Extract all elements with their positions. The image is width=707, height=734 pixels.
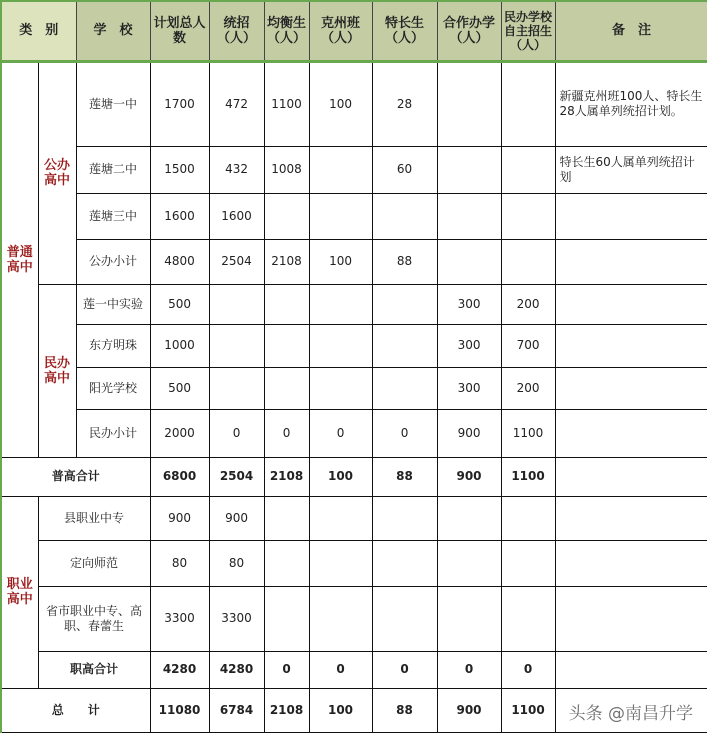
school-name: 阳光学校 [76, 367, 150, 409]
cell-tc: 0 [372, 651, 437, 688]
table-row [1, 61, 707, 146]
cell-mb: 200 [501, 367, 555, 409]
cell-plan: 6800 [150, 457, 209, 496]
total-tz: 6784 [209, 688, 264, 732]
cell-tc: 88 [372, 239, 437, 284]
header-specialty: 特长生（人） [372, 1, 437, 61]
cell-kz [309, 284, 372, 324]
table-row [1, 457, 707, 496]
cell-tc [372, 496, 437, 540]
cell-kz [309, 586, 372, 651]
cell-hz: 300 [437, 367, 501, 409]
cell-mb: 200 [501, 284, 555, 324]
cell-hz [437, 540, 501, 586]
note-cell [555, 496, 707, 540]
cell-tz: 2504 [209, 239, 264, 284]
cell-tz [209, 324, 264, 367]
cell-kz: 100 [309, 239, 372, 284]
cell-kz [309, 496, 372, 540]
school-name: 民办小计 [76, 409, 150, 457]
table-row [1, 284, 707, 324]
total-tc: 88 [372, 688, 437, 732]
cell-tz: 432 [209, 146, 264, 193]
cell-tz [209, 367, 264, 409]
cell-hz [437, 586, 501, 651]
table-row [1, 324, 707, 367]
cell-tc [372, 540, 437, 586]
cell-jh [264, 586, 309, 651]
cell-tc: 88 [372, 457, 437, 496]
table-row [1, 586, 707, 651]
cell-jh: 1100 [264, 61, 309, 146]
cell-mb: 0 [501, 651, 555, 688]
note-cell: 新疆克州班100人、特长生28人属单列统招计划。 [555, 61, 707, 146]
cell-jh [264, 193, 309, 239]
cell-jh: 2108 [264, 457, 309, 496]
group-vocational: 职业高中 [1, 496, 38, 688]
cell-plan: 80 [150, 540, 209, 586]
note-cell [555, 239, 707, 284]
note-cell [555, 540, 707, 586]
cell-hz: 300 [437, 284, 501, 324]
cell-tc [372, 586, 437, 651]
cell-plan: 1700 [150, 61, 209, 146]
total-mb: 1100 [501, 688, 555, 732]
school-name: 莲塘三中 [76, 193, 150, 239]
header-plan-total: 计划总人数 [150, 1, 209, 61]
table-row [1, 540, 707, 586]
header-private-self: 民办学校自主招生（人） [501, 1, 555, 61]
total-plan: 11080 [150, 688, 209, 732]
cell-tz: 1600 [209, 193, 264, 239]
table-row [1, 409, 707, 457]
header-category: 类 别 [1, 1, 76, 61]
cell-mb [501, 239, 555, 284]
cell-plan: 500 [150, 284, 209, 324]
cell-mb [501, 61, 555, 146]
cell-plan: 900 [150, 496, 209, 540]
cell-mb: 1100 [501, 457, 555, 496]
cell-tc: 28 [372, 61, 437, 146]
header-cooperative: 合作办学（人） [437, 1, 501, 61]
school-name: 公办小计 [76, 239, 150, 284]
cell-plan: 1500 [150, 146, 209, 193]
cell-jh [264, 367, 309, 409]
cell-hz [437, 146, 501, 193]
school-name: 普高合计 [1, 457, 150, 496]
school-name: 东方明珠 [76, 324, 150, 367]
cell-kz: 100 [309, 457, 372, 496]
table-row [1, 496, 707, 540]
cell-jh: 2108 [264, 239, 309, 284]
cell-plan: 3300 [150, 586, 209, 651]
header-balanced: 均衡生（人） [264, 1, 309, 61]
note-cell [555, 586, 707, 651]
note-cell [555, 457, 707, 496]
cell-kz: 0 [309, 651, 372, 688]
cell-hz: 900 [437, 457, 501, 496]
school-name: 莲塘一中 [76, 61, 150, 146]
cell-hz [437, 239, 501, 284]
school-name: 定向师范 [38, 540, 150, 586]
total-label: 总 计 [1, 688, 150, 732]
cell-jh: 1008 [264, 146, 309, 193]
total-jh: 2108 [264, 688, 309, 732]
cell-jh [264, 324, 309, 367]
cell-mb [501, 586, 555, 651]
cell-tz: 80 [209, 540, 264, 586]
cell-plan: 500 [150, 367, 209, 409]
cell-hz [437, 61, 501, 146]
note-cell [555, 409, 707, 457]
cell-tc [372, 284, 437, 324]
cell-hz [437, 193, 501, 239]
cell-kz [309, 367, 372, 409]
cell-mb [501, 146, 555, 193]
cell-tc [372, 193, 437, 239]
header-unified: 统招（人） [209, 1, 264, 61]
school-name: 职高合计 [38, 651, 150, 688]
cell-kz: 0 [309, 409, 372, 457]
table-row [1, 651, 707, 688]
cell-plan: 2000 [150, 409, 209, 457]
cell-tz: 900 [209, 496, 264, 540]
cell-plan: 1000 [150, 324, 209, 367]
note-cell [555, 284, 707, 324]
cell-jh [264, 540, 309, 586]
group-private: 民办高中 [38, 284, 76, 457]
cell-mb [501, 540, 555, 586]
cell-hz: 300 [437, 324, 501, 367]
note-cell [555, 324, 707, 367]
cell-mb [501, 193, 555, 239]
cell-jh [264, 284, 309, 324]
cell-tz: 2504 [209, 457, 264, 496]
cell-tc [372, 367, 437, 409]
cell-tz: 4280 [209, 651, 264, 688]
total-hz: 900 [437, 688, 501, 732]
header-notes: 备 注 [555, 1, 707, 61]
school-name: 莲一中实验 [76, 284, 150, 324]
group-public: 公办高中 [38, 61, 76, 284]
school-name: 省市职业中专、高职、春蕾生 [38, 586, 150, 651]
cell-tc [372, 324, 437, 367]
group-general: 普通高中 [1, 61, 38, 457]
cell-hz: 0 [437, 651, 501, 688]
school-name: 莲塘二中 [76, 146, 150, 193]
cell-plan: 4800 [150, 239, 209, 284]
cell-tz: 0 [209, 409, 264, 457]
cell-kz [309, 324, 372, 367]
header-kezhou: 克州班（人） [309, 1, 372, 61]
cell-kz: 100 [309, 61, 372, 146]
cell-jh [264, 496, 309, 540]
table-row [1, 367, 707, 409]
table-row [1, 146, 707, 193]
cell-tz: 3300 [209, 586, 264, 651]
note-cell [555, 651, 707, 688]
cell-tz [209, 284, 264, 324]
cell-jh: 0 [264, 409, 309, 457]
total-kz: 100 [309, 688, 372, 732]
table-row [1, 239, 707, 284]
cell-kz [309, 146, 372, 193]
cell-jh: 0 [264, 651, 309, 688]
cell-tc: 0 [372, 409, 437, 457]
cell-hz [437, 496, 501, 540]
note-cell: 特长生60人属单列统招计划 [555, 146, 707, 193]
cell-kz [309, 193, 372, 239]
note-cell [555, 193, 707, 239]
cell-hz: 900 [437, 409, 501, 457]
cell-plan: 4280 [150, 651, 209, 688]
school-name: 县职业中专 [38, 496, 150, 540]
note-cell [555, 367, 707, 409]
cell-tc: 60 [372, 146, 437, 193]
cell-plan: 1600 [150, 193, 209, 239]
cell-tz: 472 [209, 61, 264, 146]
cell-mb [501, 496, 555, 540]
cell-mb: 700 [501, 324, 555, 367]
header-school: 学 校 [76, 1, 150, 61]
cell-kz [309, 540, 372, 586]
cell-mb: 1100 [501, 409, 555, 457]
table-row [1, 193, 707, 239]
watermark: 头条 @南昌升学 [568, 704, 693, 724]
